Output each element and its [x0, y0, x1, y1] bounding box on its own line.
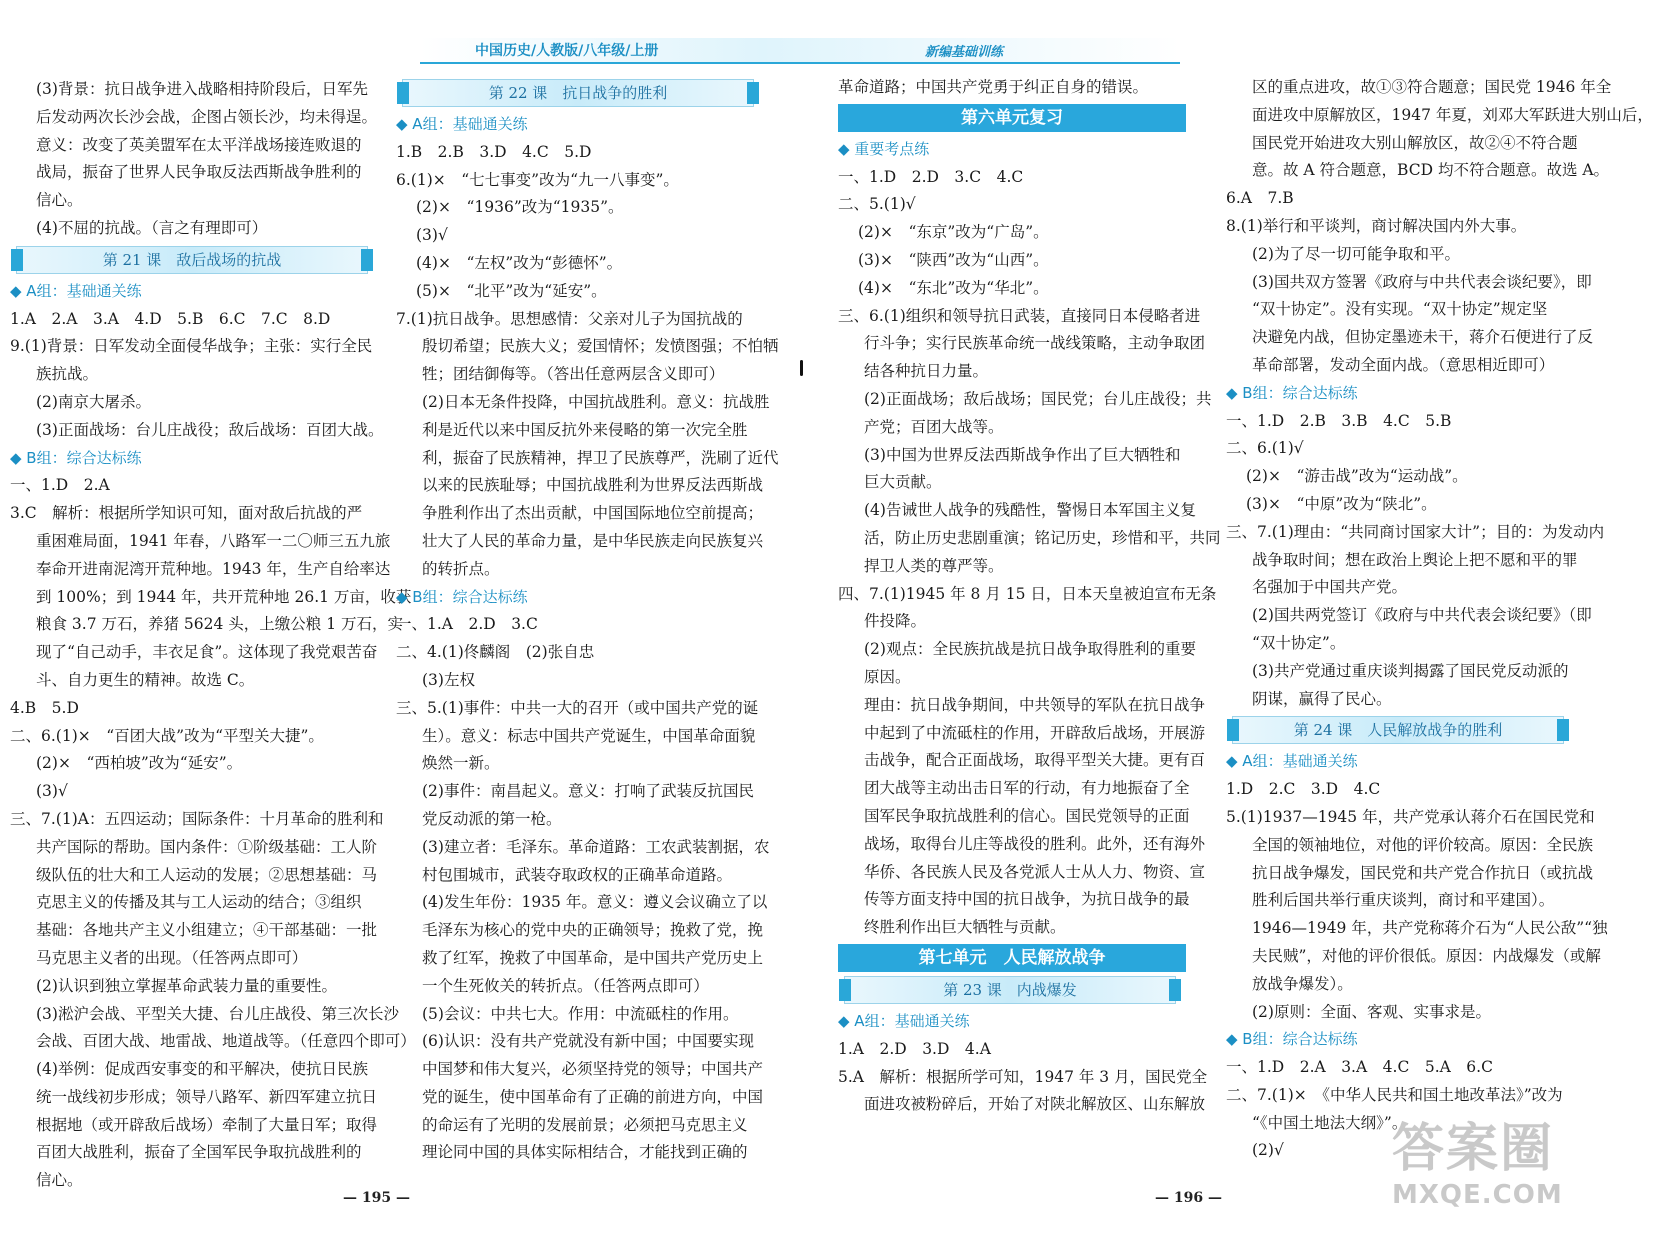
answer-line: 战局，振奋了世界人民争取反法西斯战争胜利的 — [36, 163, 362, 182]
answer-line: 以来的民族耻辱；中国抗战胜利为世界反法西斯战 — [422, 476, 764, 495]
answer-line: 阴谋，赢得了民心。 — [1252, 689, 1392, 708]
page-number-left-value: 195 — [361, 1190, 392, 1206]
answer-line: 面进攻被粉碎后，开始了对陕北解放区、山东解放 — [864, 1095, 1206, 1114]
answer-line: 行斗争；实行民族革命统一战线策略，主动争取团 — [864, 334, 1206, 353]
answer-line: 克思主义的传播及其与工人运动的结合；③组织 — [36, 893, 362, 912]
unit-7-banner: 第七单元 人民解放战争 — [838, 944, 1186, 972]
answer-line: (4)不屈的抗战。（言之有理即可） — [36, 218, 268, 237]
answer-line: 结各种抗日力量。 — [864, 362, 989, 381]
answer-line: 理由：抗日战争期间，中共领导的军队在抗日战争 — [864, 695, 1206, 714]
column-3 — [838, 74, 1221, 1119]
watermark-line-1: 答案圈 — [1392, 1119, 1555, 1179]
answer-line: 产党；百团大战等。 — [864, 417, 1004, 436]
answer-line: 一个生死攸关的转折点。（任答两点即可） — [422, 976, 709, 995]
answer-line: “双十协定”。没有实现。“双十协定”规定坚 — [1252, 300, 1548, 319]
answer-line: 放战争爆发）。 — [1252, 974, 1353, 993]
answer-line: (2)南京大屠杀。 — [36, 392, 151, 411]
watermark-logo — [1392, 1118, 1582, 1228]
answer-line: 终胜利作出巨大牺牲与贡献。 — [864, 918, 1066, 937]
answer-line: (3)正面战场：台儿庄战役；敌后战场：百团大战。 — [36, 420, 384, 439]
answer-line: 二、4.(1)佟麟阁 (2)张自忠 — [396, 643, 595, 662]
answer-line: 夫民贼”，对他的评价很低。原因：内战爆发（或解 — [1252, 946, 1601, 965]
answer-line: 殷切希望；民族大义；爱国情怀；发愤图强；不怕牺 — [422, 337, 779, 356]
answer-line: (2)× “1936”改为“1935”。 — [416, 198, 624, 217]
answer-line: 共产国际的帮助。国内条件：①阶级基础：工人阶 — [36, 837, 378, 856]
answer-line: (2)为了尽一切可能争取和平。 — [1252, 244, 1460, 263]
answer-line: 8.(1)举行和平谈判，商讨解决国内外大事。 — [1226, 216, 1527, 235]
answer-line: (3)共产党通过重庆谈判揭露了国民党反动派的 — [1252, 661, 1569, 680]
answer-line: 利，振奋了民族精神，捍卫了民族尊严，洗刷了近代 — [422, 448, 779, 467]
answer-line: (2)认识到独立掌握革命武装力量的重要性。 — [36, 976, 337, 995]
answer-lines — [396, 139, 779, 584]
answer-line: (2)× “西柏坡”改为“延安”。 — [36, 754, 243, 773]
group-a-label: ◆ A组：基础通关练 — [1226, 752, 1358, 771]
answer-line: 毛泽东为核心的党中央的正确领导；挽救了党，挽 — [422, 921, 764, 940]
group-a-label: ◆ A组：基础通关练 — [838, 1011, 970, 1030]
answer-line: “双十协定”。 — [1252, 633, 1346, 652]
column-2 — [396, 76, 779, 1167]
answer-line: 名强加于中国共产党。 — [1252, 578, 1408, 597]
answer-line: 党的诞生，使中国革命有了正确的前进方向，中国 — [422, 1087, 764, 1106]
answer-line: (3)× “中原”改为“陕北”。 — [1246, 494, 1437, 513]
answer-line: 3.C 解析：根据所学知识可知，面对敌后抗战的严 — [10, 504, 363, 523]
answer-line: 百团大战胜利，振奋了全国军民争取抗战胜利的 — [36, 1143, 362, 1162]
answer-line: (2)× “东京”改为“广岛”。 — [858, 223, 1049, 242]
answer-line: (4)× “左权”改为“彭德怀”。 — [416, 253, 623, 272]
answer-line: 革命部署，发动全面内战。（意思相近即可） — [1252, 355, 1555, 374]
answer-line: 焕然一新。 — [422, 754, 500, 773]
answer-line: 三、5.(1)事件：中共一大的召开（或中国共产党的诞 — [396, 698, 759, 717]
column-4 — [1226, 74, 1653, 1165]
answer-line: 二、5.(1)√ — [838, 195, 916, 214]
answer-line: 党反动派的第一枪。 — [422, 809, 562, 828]
answer-line: 二、6.(1)× “百团大战”改为“平型关大捷”。 — [10, 726, 324, 745]
answer-line: 族抗战。 — [36, 365, 99, 384]
answer-line: 全国的领袖地位，对他的评价较高。原因：全民族 — [1252, 835, 1594, 854]
answer-line: 抗日战争爆发，国民党和共产党合作抗日（或抗战 — [1252, 863, 1594, 882]
answer-line: “《中国土地法大纲》”。 — [1252, 1113, 1408, 1132]
answer-line: 原因。 — [864, 667, 911, 686]
answer-line: 一、1.D 2.D 3.C 4.C — [838, 167, 1024, 186]
answer-line: 1.D 2.C 3.D 4.C — [1226, 780, 1381, 799]
answer-line: 区的重点进攻，故①③符合题意；国民党 1946 年全 — [1252, 78, 1612, 96]
answer-line: 战场，取得台儿庄等战役的胜利。此外，还有海外 — [864, 834, 1206, 853]
answer-lines — [10, 76, 380, 243]
answer-line: 壮大了人民的革命力量，是中华民族走向民族复兴 — [422, 531, 764, 550]
answer-line: 粮食 3.7 万石，养猪 5624 头，上缴公粮 1 万石，实 — [36, 615, 404, 634]
answer-line: (5)会议：中共七大。作用：中流砥柱的作用。 — [422, 1004, 739, 1023]
answer-line: 面进攻中原解放区，1947 年夏，刘邓大军跃进大别山后， — [1252, 105, 1653, 124]
answer-line: 统一战线初步形成；领导八路军、新四军建立抗日 — [36, 1087, 378, 1106]
answer-line: (3)× “陕西”改为“山西”。 — [858, 250, 1049, 269]
watermark-line-2: MXQE.COM — [1392, 1180, 1563, 1210]
answer-line: 信心。 — [36, 1171, 83, 1190]
answer-line: (4)× “东北”改为“华北”。 — [858, 278, 1049, 297]
answer-line: (3)√ — [416, 226, 448, 245]
answer-line: 团大战等主动出击日军的行动，有力地振奋了全 — [864, 779, 1190, 798]
answer-line: (2)× “游击战”改为“运动战”。 — [1246, 467, 1468, 486]
answer-line: 意。故 A 符合题意，BCD 均不符合题意。故选 A。 — [1252, 161, 1610, 180]
answer-line: 到 100%；到 1944 年，共开荒种地 26.1 万亩，收获 — [36, 587, 412, 606]
answer-line: 国军民争取抗战胜利的信心。国民党领导的正面 — [864, 806, 1190, 825]
answer-line: 会战、百团大战、地雷战、地道战等。（任意四个即可） — [36, 1032, 416, 1051]
answer-line: 现了“自己动手，丰衣足食”。这体现了我党艰苦奋 — [36, 643, 378, 662]
answer-line: (4)告诫世人战争的残酷性，警惕日本军国主义复 — [864, 501, 1196, 520]
answer-line: (3)左权 — [422, 670, 475, 689]
page-number-left: — 195 — — [343, 1190, 410, 1206]
answer-line: 1.B 2.B 3.D 4.C 5.D — [396, 142, 592, 161]
answer-line: 革命道路；中国共产党勇于纠正自身的错误。 — [838, 78, 1149, 96]
answer-line: (2)√ — [1252, 1141, 1284, 1160]
answer-lines — [838, 164, 1221, 942]
answer-lines — [1226, 74, 1653, 380]
answer-line: (3)淞沪会战、平型关大捷、台儿庄战役、第三次长沙 — [36, 1004, 399, 1023]
page-header — [420, 38, 1180, 64]
answer-line: 二、6.(1)√ — [1226, 439, 1304, 458]
answer-line: 巨大贡献。 — [864, 473, 942, 492]
answer-line: 传等方面支持中国的抗日战争，为抗日战争的最 — [864, 890, 1190, 909]
answer-line: 胜利后国共举行重庆谈判，商讨和平建国）。 — [1252, 891, 1555, 910]
answer-line: 四、7.(1)1945 年 8 月 15 日，日本天皇被迫宣布无条 — [838, 584, 1217, 603]
answer-line: 活，防止历史悲剧重演；铭记历史，珍惜和平，共同 — [864, 528, 1221, 547]
answer-line: (2)日本无条件投降，中国抗战胜利。意义：抗战胜 — [422, 392, 770, 411]
answer-line: 理论同中国的具体实际相结合，才能找到正确的 — [422, 1143, 748, 1162]
answer-line: 救了红军，挽救了中国革命，是中国共产党历史上 — [422, 948, 764, 967]
answer-line: 的命运有了光明的发展前景；必须把马克思主义 — [422, 1115, 748, 1134]
answer-line: 中起到了中流砥柱的作用，开辟敌后战场，开展游 — [864, 723, 1206, 742]
answer-line: 国民党开始进攻大别山解放区，故②④不符合题 — [1252, 133, 1578, 152]
answer-line: 1.A 2.D 3.D 4.A — [838, 1039, 991, 1058]
answer-line: 一、1.D 2.A — [10, 476, 110, 495]
answer-lines — [1226, 408, 1605, 714]
answer-line: (3)背景：抗日战争进入战略相持阶段后，日军先 — [36, 80, 368, 98]
answer-line: (2)事件：南昌起义。意义：打响了武装反抗国民 — [422, 782, 754, 801]
answer-line: 马克思主义者的出现。（任答两点即可） — [36, 948, 308, 967]
group-a-label: ◆ A组：基础通关练 — [396, 115, 528, 133]
answer-line: 意义：改变了英美盟军在太平洋战场接连败退的 — [36, 135, 362, 154]
answer-line: 二、7.(1)× 《中华人民共和国土地改革法》”改为 — [1226, 1085, 1563, 1104]
answer-line: (4)发生年份：1935 年。意义：遵义会议确立了以 — [422, 893, 768, 912]
page-gutter-mark — [800, 360, 803, 376]
series-name: 新编基础训练 — [925, 45, 1004, 60]
answer-line: 生）。意义：标志中国共产党诞生，中国革命面貌 — [422, 726, 756, 745]
answer-line: 牲；团结御侮等。（答出任意两层含义即可） — [422, 365, 725, 384]
answer-line: 战争取时间；想在政治上舆论上把不愿和平的罪 — [1252, 550, 1578, 569]
answer-line: (6)认识：没有共产党就没有新中国；中国要实现 — [422, 1032, 754, 1051]
key-points-label: ◆ 重要考点练 — [838, 139, 930, 158]
answer-line: 一、1.D 2.B 3.B 4.C 5.B — [1226, 411, 1452, 430]
answer-line: 的转折点。 — [422, 559, 500, 578]
answer-line: 捍卫人类的尊严等。 — [864, 556, 1004, 575]
answer-line: 争胜利作出了杰出贡献，中国国际地位空前提高； — [422, 504, 764, 523]
answer-line: 一、1.D 2.A 3.A 4.C 5.A 6.C — [1226, 1058, 1493, 1077]
answer-line: 击战争，配合正面战场，取得平型关大捷。更有百 — [864, 751, 1206, 770]
answer-line: 件投降。 — [864, 612, 927, 631]
answer-line: 1946—1949 年，共产党称蒋介石为“人民公敌”“独 — [1252, 919, 1608, 938]
group-b-label: ◆ B组：综合达标练 — [1226, 383, 1358, 402]
answer-lines — [1226, 776, 1608, 1026]
answer-line: 1.A 2.A 3.A 4.D 5.B 6.C 7.C 8.D — [10, 309, 331, 328]
lesson-24-heading: 第 24 课 人民解放战争的胜利 — [1232, 716, 1564, 744]
lesson-22-heading: 第 22 课 抗日战争的胜利 — [402, 79, 754, 107]
answer-line: (2)正面战场；敌后战场；国民党；台儿庄战役；共 — [864, 389, 1212, 408]
answer-line: (3)建立者：毛泽东。革命道路：工农武装割据，农 — [422, 837, 770, 856]
page-number-right-value: 196 — [1173, 1190, 1204, 1206]
answer-line: (2)原则：全面、客观、实事求是。 — [1252, 1002, 1491, 1021]
group-b-label: ◆ B组：综合达标练 — [10, 448, 142, 467]
answer-line: 华侨、各民族人民及各党派人士从人力、物资、宣 — [864, 862, 1206, 881]
answer-line: (2)国共两党签订《政府与中共代表会谈纪要》（即 — [1252, 606, 1592, 625]
answer-line: 根据地（或开辟敌后战场）牵制了大量日军；取得 — [36, 1115, 378, 1134]
answer-line: 级队伍的壮大和工人运动的发展；②思想基础：马 — [36, 865, 378, 884]
answer-line: (5)× “北平”改为“延安”。 — [416, 281, 607, 300]
answer-line: 斗、自力更生的精神。故选 C。 — [36, 670, 255, 689]
answer-line: 奉命开进南泥湾开荒种地。1943 年，生产自给率达 — [36, 559, 391, 578]
answer-line: 7.(1)抗日战争。思想感情：父亲对儿子为国抗战的 — [396, 309, 743, 328]
answer-line: (4)举例：促成西安事变的和平解决，使抗日民族 — [36, 1060, 368, 1079]
column-1 — [10, 76, 416, 1195]
answer-line: 重困难局面，1941 年春，八路军一二〇师三五九旅 — [36, 531, 391, 550]
group-b-label: ◆ B组：综合达标练 — [396, 587, 528, 606]
answer-line: 三、7.(1)A：五四运动；国际条件：十月革命的胜利和 — [10, 809, 384, 828]
answer-line: 利是近代以来中国反抗外来侵略的第一次完全胜 — [422, 420, 748, 439]
group-b-label: ◆ B组：综合达标练 — [1226, 1030, 1358, 1049]
page-number-right: — 196 — — [1155, 1190, 1222, 1206]
unit-6-review-banner: 第六单元复习 — [838, 104, 1186, 132]
book-title: 中国历史/人教版/八年级/上册 — [475, 43, 659, 59]
answer-line: 9.(1)背景：日军发动全面侵华战争；主张：实行全民 — [10, 337, 373, 356]
answer-line: 三、6.(1)组织和领导抗日武装，直接同日本侵略者进 — [838, 306, 1201, 325]
answer-line: 6.A 7.B — [1226, 189, 1294, 208]
lesson-23-heading: 第 23 课 内战爆发 — [844, 976, 1176, 1004]
answer-lines — [10, 306, 384, 445]
answer-line: 4.B 5.D — [10, 698, 79, 717]
answer-line: 6.(1)× “七七事变”改为“九一八事变”。 — [396, 170, 679, 189]
answer-line: 村包围城市，武装夺取政权的正确革命道路。 — [422, 865, 733, 884]
answer-line: 5.(1)1937—1945 年，共产党承认蒋介石在国民党和 — [1226, 807, 1595, 826]
lesson-21-heading: 第 21 课 敌后战场的抗战 — [16, 246, 368, 274]
answer-line: (3)√ — [36, 782, 68, 801]
answer-line: 三、7.(1)理由：“共同商讨国家大计”；目的：为发动内 — [1226, 522, 1605, 541]
answer-line: 后发动两次长沙会战，企图占领长沙，均未得逞。 — [36, 107, 378, 126]
answer-lines — [838, 74, 1208, 102]
answer-line: 中国梦和伟大复兴，必须坚持党的领导；中国共产 — [422, 1060, 764, 1079]
answer-line: 5.A 解析：根据所学可知，1947 年 3 月，国民党全 — [838, 1067, 1208, 1086]
answer-line: 决避免内战，但协定墨迹未干，蒋介石便进行了反 — [1252, 328, 1594, 347]
answer-line: (3)国共双方签署《政府与中共代表会谈纪要》，即 — [1252, 272, 1592, 291]
answer-lines — [10, 472, 416, 1195]
answer-line: 信心。 — [36, 191, 83, 210]
answer-line: (2)观点：全民族抗战是抗日战争取得胜利的重要 — [864, 640, 1196, 659]
group-a-label: ◆ A组：基础通关练 — [10, 281, 142, 300]
answer-line: 一、1.A 2.D 3.C — [396, 615, 538, 634]
answer-lines — [396, 611, 770, 1167]
answer-line: 基础：各地共产主义小组建立；④干部基础：一批 — [36, 921, 378, 940]
answer-line: (3)中国为世界反法西斯战争作出了巨大牺牲和 — [864, 445, 1181, 464]
answer-lines — [838, 1036, 1208, 1119]
